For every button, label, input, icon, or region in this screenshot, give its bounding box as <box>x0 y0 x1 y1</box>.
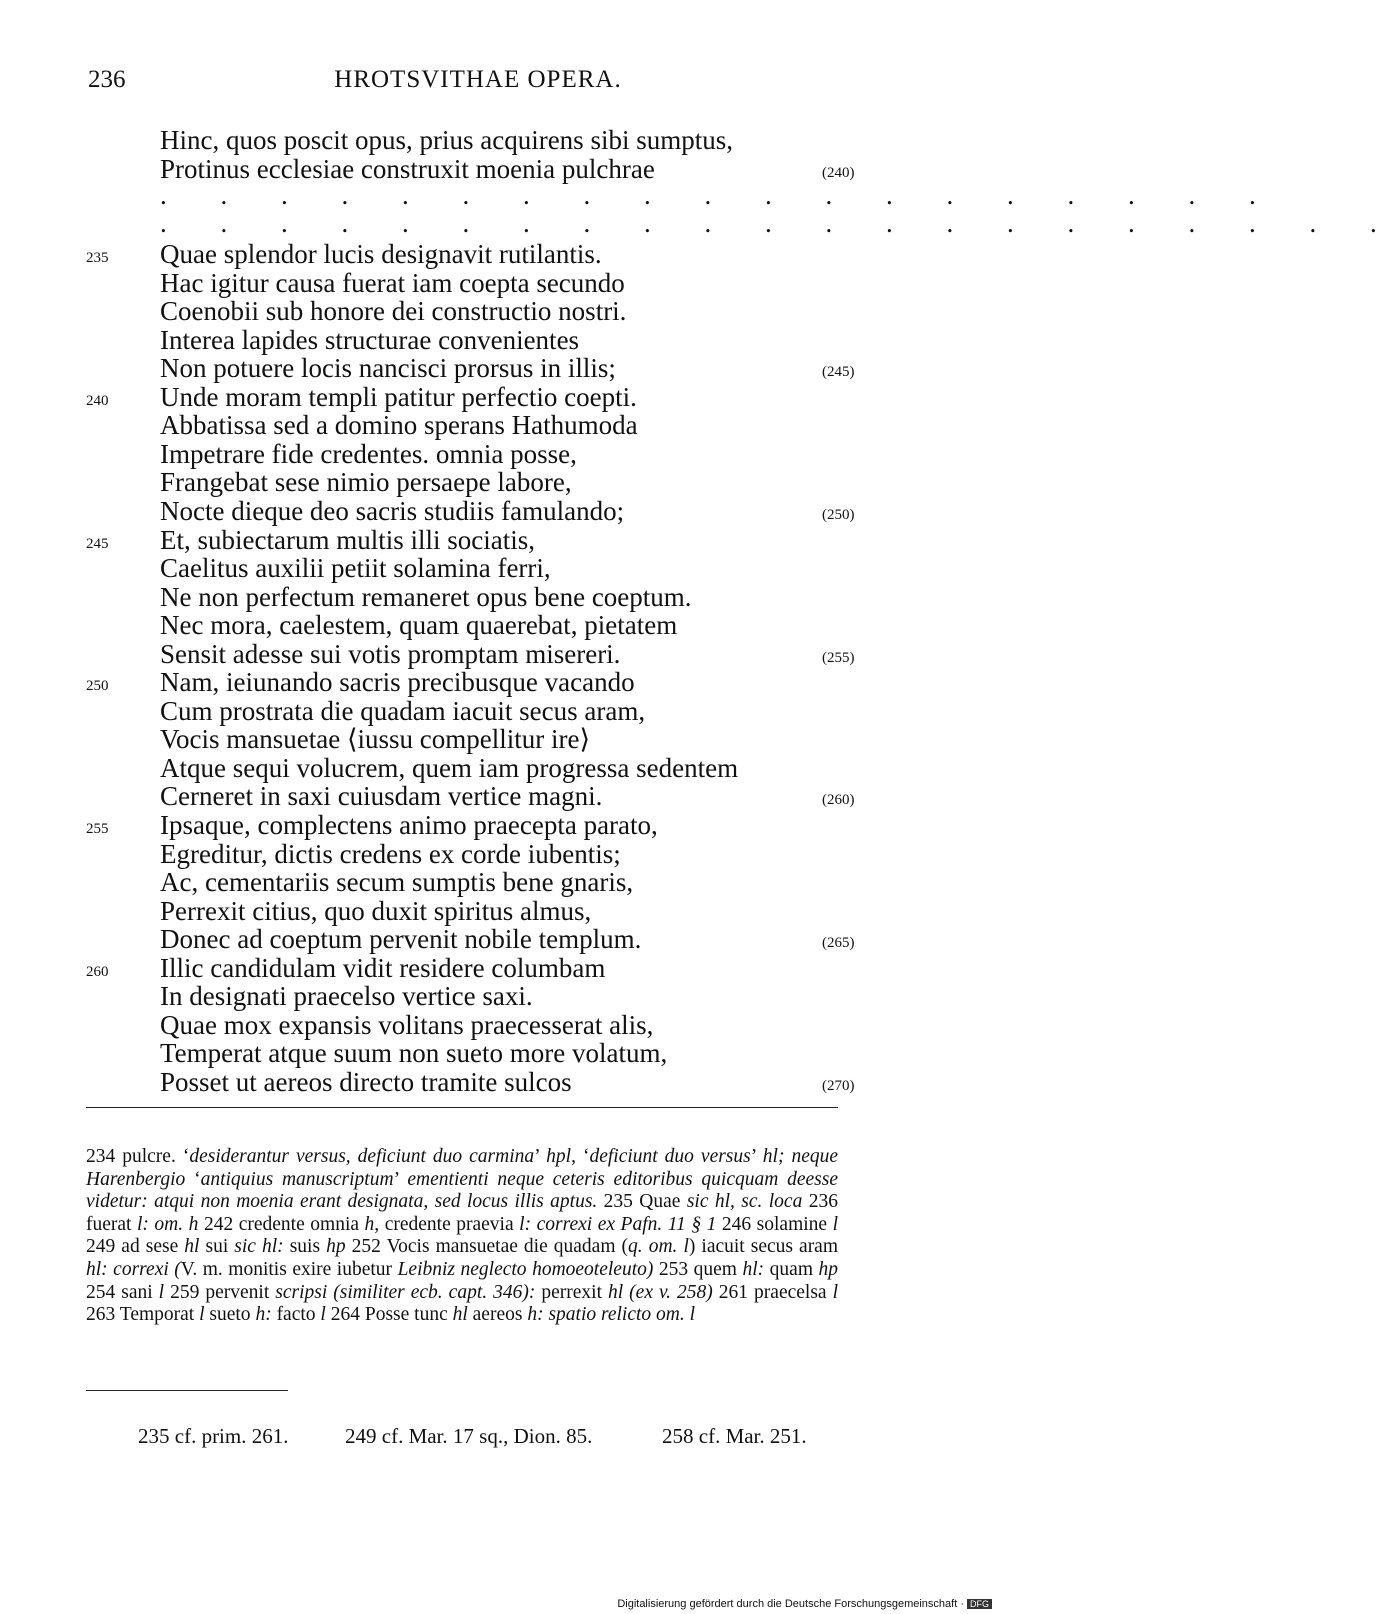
apparatus-segment: l <box>832 1281 838 1303</box>
verse-line <box>0 668 1000 697</box>
apparatus-segment: hl; neque Harenbergio <box>86 1146 839 1190</box>
apparatus-segment: hl: correxi ( <box>86 1258 181 1280</box>
verse-text: Nec mora, caelestem, quam quaerebat, pietatem <box>160 610 678 641</box>
verse-line <box>0 954 1000 983</box>
alt-line-number: (240) <box>822 165 855 181</box>
apparatus-segment: h: spatio relicto om. l <box>527 1304 696 1326</box>
verse-text: Hac igitur causa fuerat iam coepta secundo <box>160 267 625 298</box>
apparatus-segment: hpl <box>546 1146 572 1167</box>
alt-line-number: (270) <box>822 1077 855 1094</box>
apparatus-segment: l <box>199 1304 205 1326</box>
verse-line <box>0 697 1000 726</box>
apparatus-segment: 253 quem <box>653 1258 743 1280</box>
apparatus-segment: ’ <box>750 1146 763 1167</box>
verse-text: Nocte dieque deo sacris studiis famulando; <box>160 495 625 526</box>
apparatus-segment: 264 Posse tunc <box>325 1304 453 1326</box>
apparatus-segment: hp <box>326 1236 346 1258</box>
apparatus-segment: hl: <box>742 1258 765 1280</box>
verse-text: Ne non perfectum remaneret opus bene coeptum. <box>160 581 692 612</box>
verse-line <box>0 782 1000 811</box>
verse-line <box>0 1011 1000 1040</box>
apparatus-segment: sui <box>199 1236 235 1258</box>
apparatus-segment: sic hl: <box>234 1236 284 1258</box>
apparatus-segment: hl (ex v. 258) <box>608 1281 713 1303</box>
apparatus-segment: l <box>158 1281 165 1303</box>
verse-line <box>0 383 1000 412</box>
verse-text: Protinus ecclesiae construxit moenia pulchrae <box>160 154 655 184</box>
page-number: 236 <box>88 66 126 93</box>
references-rule <box>86 1390 288 1391</box>
verse-line <box>0 811 1000 840</box>
apparatus-segment: V. m. monitis exire iubetur <box>180 1258 398 1280</box>
apparatus-segment: , credente praevia <box>374 1213 520 1235</box>
line-number: 255 <box>86 821 109 837</box>
verse-text: Coenobii sub honore dei constructio nostri. <box>160 296 627 327</box>
apparatus-segment: 249 ad sese <box>86 1236 185 1258</box>
line-number: 240 <box>86 392 109 409</box>
apparatus-segment: hl <box>184 1236 200 1258</box>
verse-line <box>0 897 1000 926</box>
verse-text: Frangebat sese nimio persaepe labore, <box>160 467 572 498</box>
apparatus-segment: 242 credente omnia <box>198 1213 365 1235</box>
apparatus-segment: l <box>832 1213 838 1235</box>
verse-text: Cerneret in saxi cuiusdam vertice magni. <box>160 781 603 812</box>
verse-text: Unde moram templi patitur perfectio coepti. <box>160 381 637 412</box>
verse-line <box>0 868 1000 897</box>
apparatus-segment: l: om. h <box>137 1213 199 1235</box>
line-number: 260 <box>86 963 109 980</box>
verse-line <box>0 354 1000 383</box>
verse-line <box>0 126 1000 155</box>
apparatus-segment: 259 pervenit <box>164 1281 276 1303</box>
verse-text: Donec ad coeptum pervenit nobile templum. <box>160 924 642 955</box>
verse-text: Temperat atque suum non sueto more volatum, <box>160 1038 668 1069</box>
verse-text: Illic candidulam vidit residere columbam <box>160 952 606 983</box>
apparatus-segment: l: correxi ex Pafn. 11 § 1 <box>519 1213 717 1235</box>
apparatus-segment: ‘ <box>194 1168 201 1190</box>
verse-text: Hinc, quos poscit opus, prius acquirens sibi sumptus, <box>160 125 733 155</box>
lacuna-dots: . . . . . . . . . . . . . . . . . . . . . <box>160 208 1400 238</box>
verse-line <box>0 982 1000 1011</box>
apparatus-segment: 235 Quae <box>597 1191 687 1213</box>
critical-apparatus <box>86 1146 838 1327</box>
apparatus-segment: ementienti neque ceteris editoribus quicquam deesse videtur: atqui non moenia erant designata, sed locus illis aptus. <box>86 1168 839 1213</box>
apparatus-segment: quam <box>764 1258 819 1280</box>
apparatus-segment: desiderantur versus, deficiunt duo carmina <box>189 1146 535 1167</box>
verse-text: Cum prostrata die quadam iacuit secus aram, <box>160 695 646 726</box>
apparatus-segment: q. om. l <box>628 1236 689 1258</box>
verse-line <box>0 326 1000 355</box>
verse-line <box>0 269 1000 298</box>
verse-text: Impetrare fide credentes. omnia posse, <box>160 438 577 469</box>
verse-line <box>0 554 1000 583</box>
verse-line <box>0 925 1000 954</box>
verse-text: Quae splendor lucis designavit rutilantis. <box>160 239 602 269</box>
apparatus-segment: ’ <box>393 1168 408 1190</box>
verse-line <box>0 440 1000 469</box>
verse-text: Interea lapides structurae convenientes <box>160 324 580 355</box>
verse-line <box>0 468 1000 497</box>
line-number: 245 <box>86 535 109 552</box>
apparatus-segment: perrexit <box>535 1281 608 1303</box>
apparatus-segment: 234 pulcre. ‘ <box>86 1146 190 1167</box>
line-number: 250 <box>86 678 109 695</box>
running-header <box>88 66 868 106</box>
verse-line <box>0 1068 1000 1097</box>
reference-item: 249 cf. Mar. 17 sq., Dion. 85. <box>345 1424 593 1448</box>
verse-text: Caelitus auxilii petiit solamina ferri, <box>160 553 551 584</box>
verse-line <box>0 583 1000 612</box>
apparatus-segment: hl <box>452 1304 468 1326</box>
verse-text: Nam, ieiunando sacris precibusque vacando <box>160 667 635 698</box>
verse-text: Abbatissa sed a domino sperans Hathumoda <box>160 410 638 441</box>
alt-line-number: (250) <box>822 506 855 523</box>
alt-line-number: (265) <box>822 935 855 952</box>
apparatus-segment: h <box>364 1213 375 1235</box>
apparatus-segment: l <box>320 1304 326 1326</box>
verse-line <box>0 240 1000 269</box>
verse-line <box>0 754 1000 783</box>
apparatus-segment: suis <box>283 1236 327 1258</box>
verse-text: In designati praecelso vertice saxi. <box>160 981 533 1012</box>
verse-text: Posset ut aereos directo tramite sulcos <box>160 1066 572 1097</box>
verse-line <box>0 297 1000 326</box>
apparatus-segment: , ‘ <box>571 1146 590 1167</box>
verse-text: Egreditur, dictis credens ex corde iubentis; <box>160 838 621 869</box>
alt-line-number: (255) <box>822 649 855 666</box>
apparatus-segment: Leibniz neglecto homoeoteleuto) <box>397 1258 654 1280</box>
footnote-rule <box>86 1107 838 1108</box>
verse-text: Non potuere locis nancisci prorsus in illis; <box>160 353 616 384</box>
verse-line <box>0 611 1000 640</box>
apparatus-segment: hp <box>818 1258 839 1280</box>
running-title: HROTSVITHAE OPERA. <box>334 66 622 93</box>
verse-line <box>0 840 1000 869</box>
lacuna-dots: . . . . . . . . . . . . . . . . . . . <box>160 180 1280 210</box>
alt-line-number: (245) <box>822 364 855 381</box>
apparatus-segment: sic hl, sc. loca <box>686 1191 803 1213</box>
reference-item: 235 cf. prim. 261. <box>138 1424 289 1448</box>
apparatus-segment: scripsi (similiter ecb. capt. 346): <box>275 1281 536 1303</box>
apparatus-segment: sueto <box>204 1304 256 1326</box>
apparatus-segment: 246 solamine <box>716 1213 833 1235</box>
credit-text: Digitalisierung gefördert durch die Deutsche Forschungsgemeinschaft · <box>617 1598 964 1610</box>
verse-line <box>0 640 1000 669</box>
verse-text: Vocis mansuetae ⟨iussu compellitur ire⟩ <box>160 724 590 755</box>
dfg-logo: DFG <box>967 1599 992 1609</box>
apparatus-segment: 254 sani <box>86 1281 159 1303</box>
apparatus-text <box>86 1146 838 1327</box>
verse-text: Sensit adesse sui votis promptam misereri. <box>160 638 621 669</box>
apparatus-segment: ) iacuit secus aram <box>688 1236 839 1258</box>
digitization-credit <box>617 1598 992 1610</box>
apparatus-segment: deficiunt duo versus <box>589 1146 751 1167</box>
verse-line <box>0 1039 1000 1068</box>
apparatus-segment: aereos <box>467 1304 528 1326</box>
source-references <box>0 1424 1000 1454</box>
apparatus-segment: facto <box>271 1304 321 1326</box>
verse-line <box>0 497 1000 526</box>
verse-text: Perrexit citius, quo duxit spiritus almus, <box>160 895 592 926</box>
apparatus-segment: 263 Temporat <box>86 1304 200 1326</box>
verse-text: Ac, cementariis secum sumptis bene gnaris, <box>160 867 634 898</box>
apparatus-segment: ’ <box>534 1146 547 1167</box>
apparatus-segment: 252 Vocis mansuetae die quadam ( <box>345 1236 629 1258</box>
apparatus-segment: antiquius manuscriptum <box>200 1168 394 1190</box>
reference-item: 258 cf. Mar. 251. <box>662 1424 807 1448</box>
verse-text: Atque sequi volucrem, quem iam progressa sedentem <box>160 752 739 783</box>
verse-text: Quae mox expansis volitans praecesserat alis, <box>160 1009 654 1040</box>
line-number: 235 <box>86 250 109 266</box>
apparatus-segment: h: <box>255 1304 272 1326</box>
apparatus-segment: 236 fuerat <box>86 1191 838 1235</box>
verse-line <box>0 526 1000 555</box>
alt-line-number: (260) <box>822 792 855 809</box>
verse-text: Et, subiectarum multis illi sociatis, <box>160 524 535 555</box>
verse-text: Ipsaque, complectens animo praecepta parato, <box>160 810 658 840</box>
apparatus-segment: 261 praecelsa <box>712 1281 833 1303</box>
verse-line <box>0 725 1000 754</box>
verse-line <box>0 411 1000 440</box>
